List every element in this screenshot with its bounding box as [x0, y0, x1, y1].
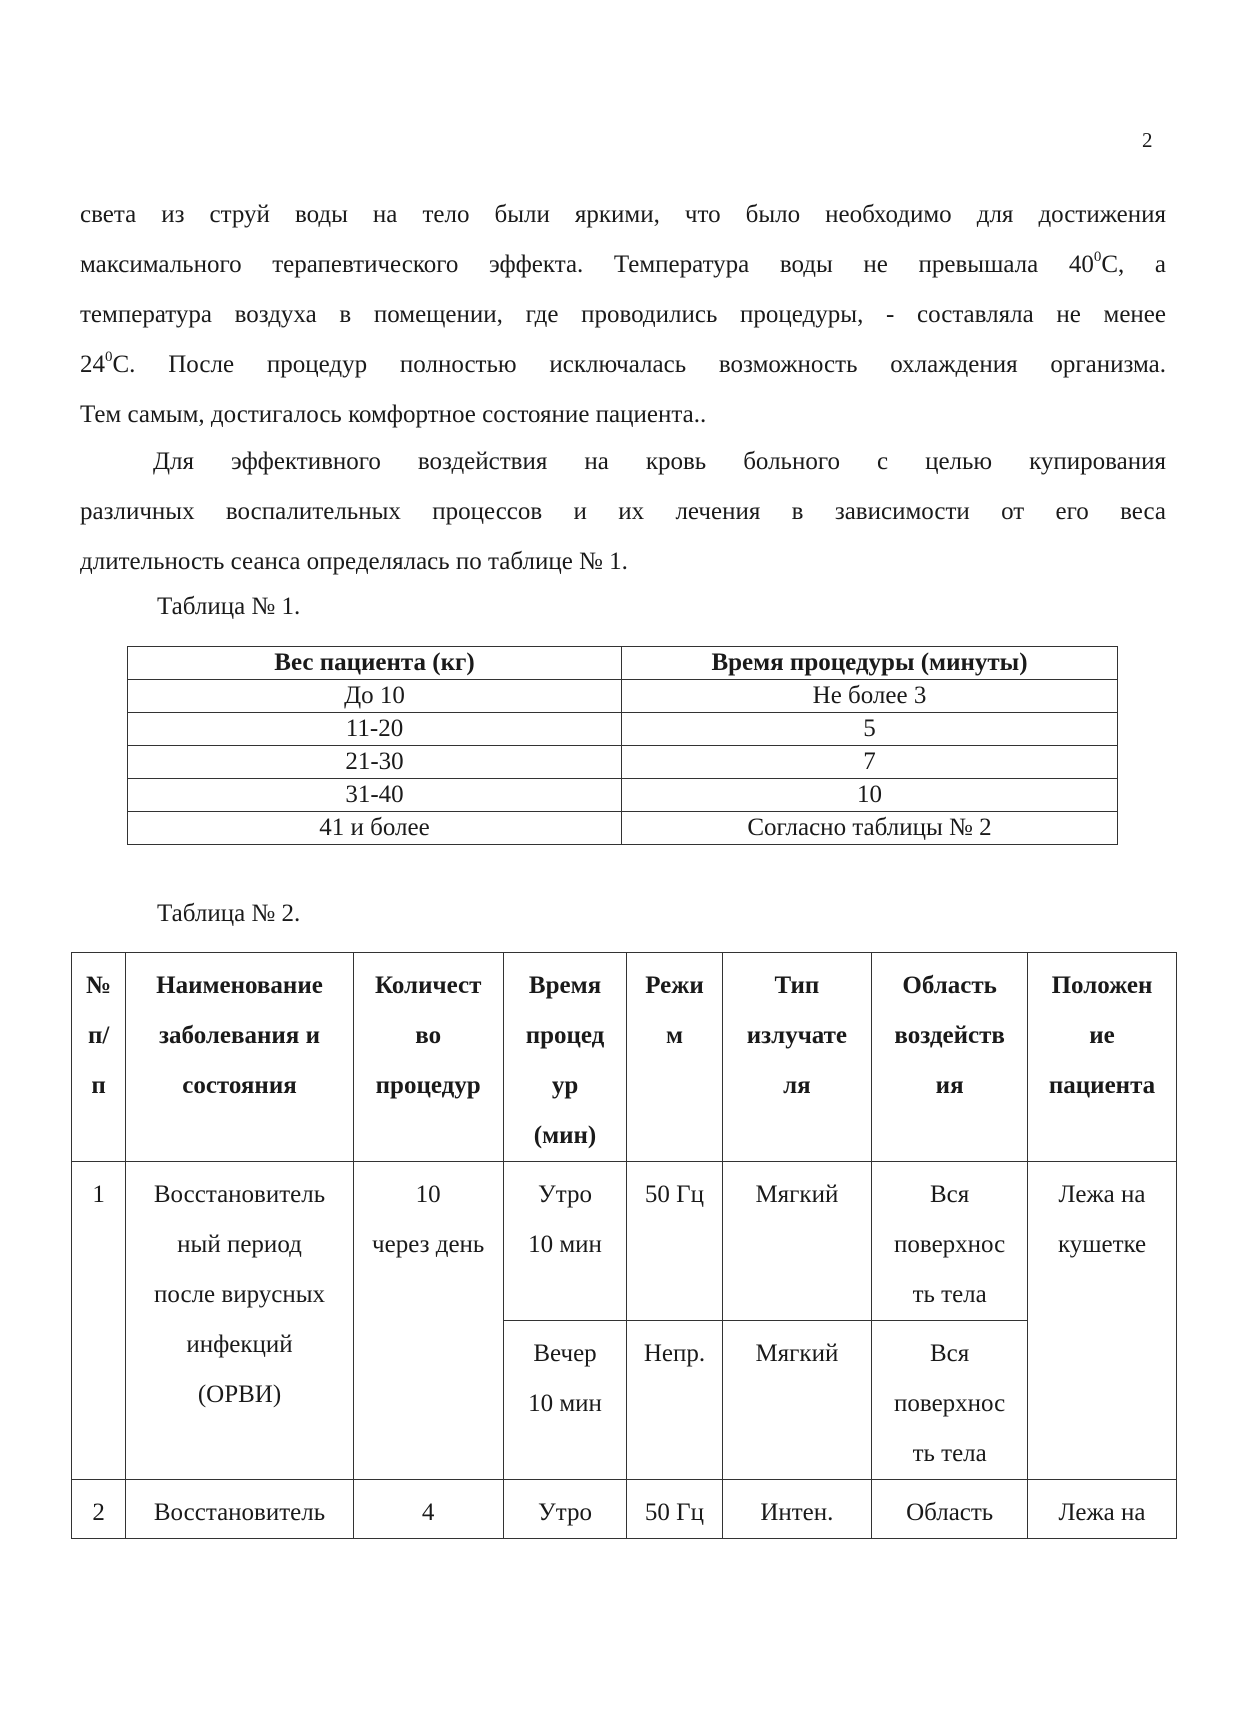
table-cell: Вся поверхнос ть тела: [872, 1162, 1028, 1321]
paragraph-session-duration: [80, 437, 1166, 587]
table-cell: Восстановитель ный период после вирусных инфекций (ОРВИ): [126, 1162, 354, 1480]
table-cell: 5: [622, 713, 1118, 746]
table-header-cell: Время процедуры (минуты): [622, 647, 1118, 680]
table-cell: Вся поверхнос ть тела: [872, 1321, 1028, 1480]
treatment-table: [71, 952, 1177, 1539]
page-number: 2: [1142, 128, 1153, 152]
table-cell: Интен.: [722, 1480, 872, 1539]
table-header-cell: Время процед ур (мин): [503, 953, 627, 1162]
table-cell: Вечер 10 мин: [503, 1321, 627, 1480]
weight-duration-table: [127, 646, 1118, 845]
table-cell: Область: [872, 1480, 1028, 1539]
table-row: [128, 746, 1118, 779]
table-row: [128, 812, 1118, 845]
table-header-row: [128, 647, 1118, 680]
paragraph-line: максимального терапевтического эффекта. Температура воды не превышала $40^0С$, а: [80, 249, 1166, 278]
table1-caption: Таблица № 1.: [157, 593, 301, 620]
table-cell: Восстановитель: [126, 1480, 354, 1539]
table-row: [128, 713, 1118, 746]
table-cell: 1: [72, 1162, 126, 1480]
table-cell: 10: [622, 779, 1118, 812]
table-cell: 2: [72, 1480, 126, 1539]
table-cell: До 10: [128, 680, 622, 713]
paragraph-line: длительность сеанса определялась по таблице № 1.: [80, 548, 628, 575]
table-cell: 7: [622, 746, 1118, 779]
table-header-cell: Вес пациента (кг): [128, 647, 622, 680]
table-cell: Лежа на: [1028, 1480, 1177, 1539]
paragraph-line: света из струй воды на тело были яркими, что было необходимо для достижения: [80, 201, 1166, 228]
table-cell: Непр.: [627, 1321, 722, 1480]
paragraph-water-procedure: [80, 190, 1166, 440]
table-header-cell: Режи м: [627, 953, 722, 1162]
table-cell: Мягкий: [722, 1162, 872, 1321]
table-cell: 21-30: [128, 746, 622, 779]
table-cell: 10 через день: [353, 1162, 503, 1480]
table-header-cell: Область воздейств ия: [872, 953, 1028, 1162]
paragraph-line: Тем самым, достигалось комфортное состояние пациента..: [80, 401, 707, 428]
table-header-cell: Положен ие пациента: [1028, 953, 1177, 1162]
paragraph-line: $24^0С$. После процедур полностью исключалась возможность охлаждения организма.: [80, 349, 1166, 378]
table-row: [72, 1162, 1177, 1321]
table-cell: Не более 3: [622, 680, 1118, 713]
table-header-cell: Тип излучате ля: [722, 953, 872, 1162]
table-header-row: [72, 953, 1177, 1162]
table-cell: Утро 10 мин: [503, 1162, 627, 1321]
table-cell: 4: [353, 1480, 503, 1539]
table-header-cell: Наименование заболевания и состояния: [126, 953, 354, 1162]
table-cell: 41 и более: [128, 812, 622, 845]
table-cell: Мягкий: [722, 1321, 872, 1480]
table-cell: 11-20: [128, 713, 622, 746]
table-header-cell: № п/ п: [72, 953, 126, 1162]
table-cell: 50 Гц: [627, 1480, 722, 1539]
table-header-cell: Количест во процедур: [353, 953, 503, 1162]
paragraph-line: Для эффективного воздействия на кровь больного с целью купирования: [153, 448, 1166, 475]
table-row: [128, 680, 1118, 713]
paragraph-line: различных воспалительных процессов и их лечения в зависимости от его веса: [80, 498, 1166, 525]
table2-caption: Таблица № 2.: [157, 900, 301, 927]
table-cell: Согласно таблицы № 2: [622, 812, 1118, 845]
table-row: [128, 779, 1118, 812]
table-cell: 50 Гц: [627, 1162, 722, 1321]
table-row: [72, 1480, 1177, 1539]
table-cell: 31-40: [128, 779, 622, 812]
paragraph-line: температура воздуха в помещении, где проводились процедуры, - составляла не менее: [80, 301, 1166, 328]
table-cell: Утро: [503, 1480, 627, 1539]
table-cell: Лежа на кушетке: [1028, 1162, 1177, 1480]
